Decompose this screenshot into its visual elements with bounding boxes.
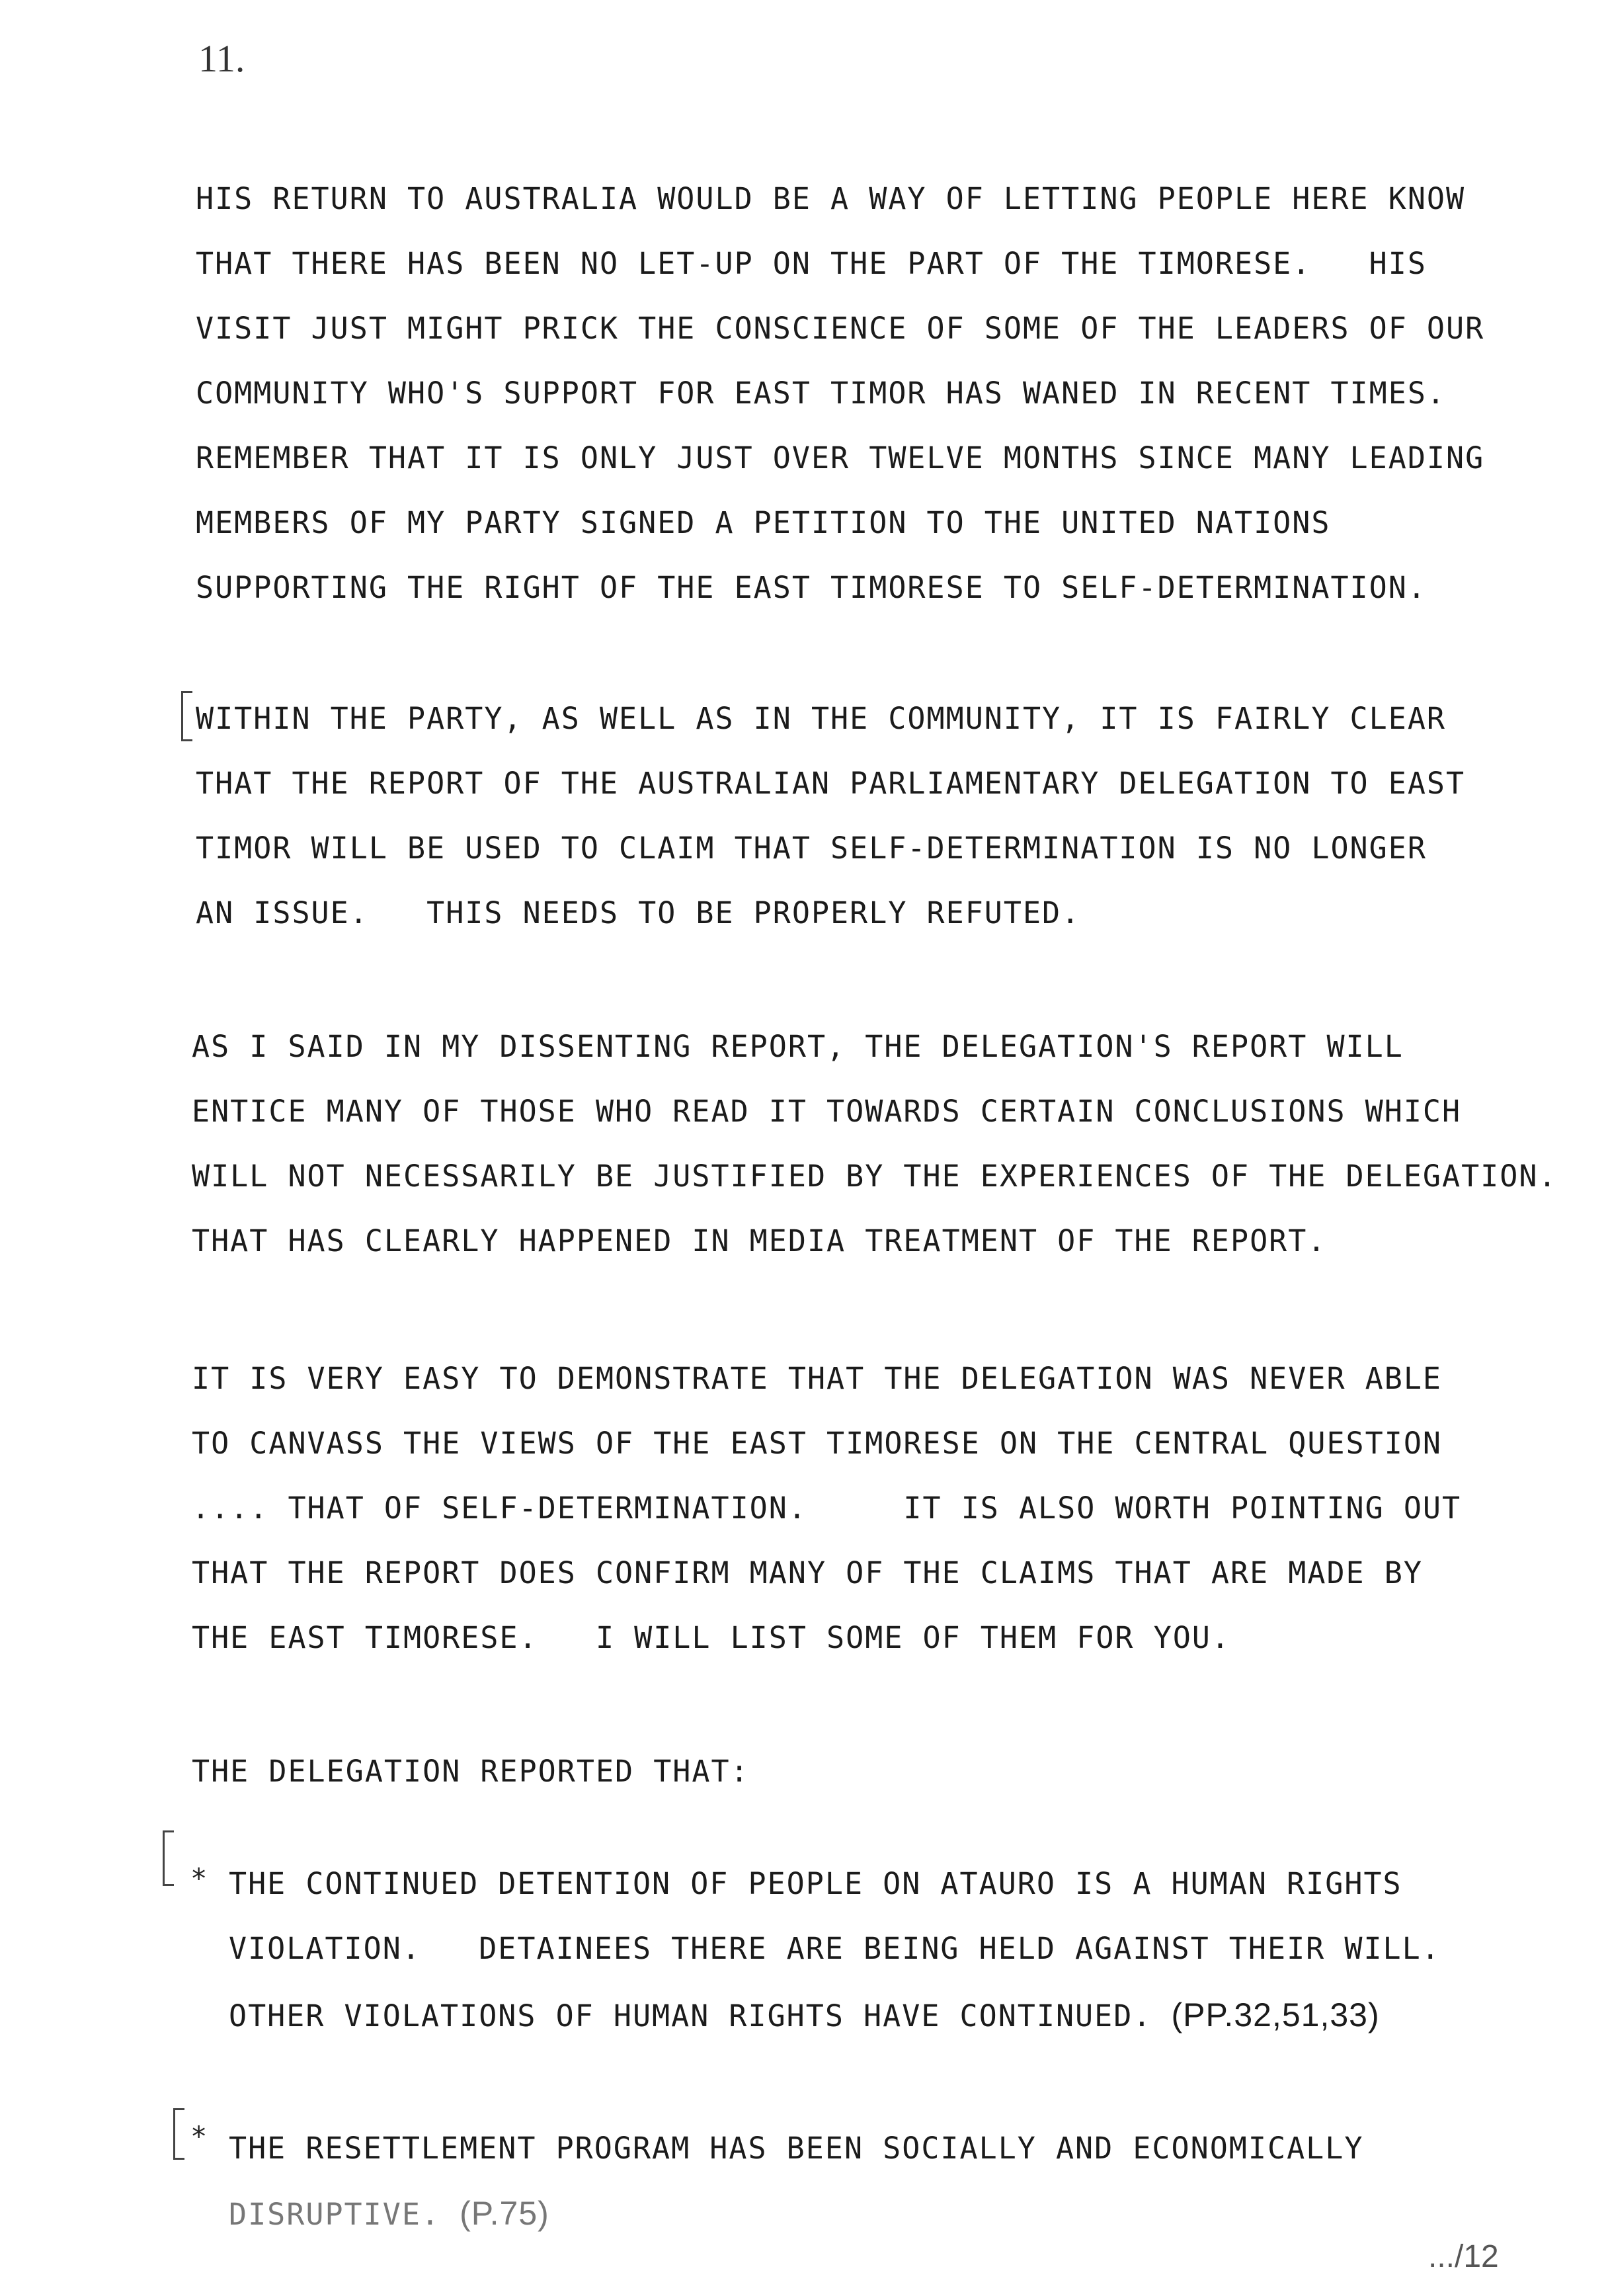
asterisk-icon: * bbox=[190, 1862, 208, 1895]
text-line: THAT THE REPORT OF THE AUSTRALIAN PARLIAMENTARY DELEGATION TO EAST bbox=[196, 766, 1466, 801]
section-heading: THE DELEGATION REPORTED THAT: bbox=[192, 1754, 750, 1789]
text-line: IT IS VERY EASY TO DEMONSTRATE THAT THE DELEGATION WAS NEVER ABLE bbox=[192, 1361, 1442, 1396]
text-line: ENTICE MANY OF THOSE WHO READ IT TOWARDS CERTAIN CONCLUSIONS WHICH bbox=[192, 1094, 1462, 1129]
bullet-text: DISRUPTIVE. bbox=[229, 2197, 460, 2232]
text-line: MEMBERS OF MY PARTY SIGNED A PETITION TO THE UNITED NATIONS bbox=[196, 505, 1331, 540]
bullet-text: OTHER VIOLATIONS OF HUMAN RIGHTS HAVE CONTINUED. bbox=[229, 1998, 1172, 2033]
page-reference: (P.75) bbox=[460, 2195, 549, 2232]
text-line: THAT HAS CLEARLY HAPPENED IN MEDIA TREATMENT OF THE REPORT. bbox=[192, 1223, 1327, 1258]
text-line: HIS RETURN TO AUSTRALIA WOULD BE A WAY OF LETTING PEOPLE HERE KNOW bbox=[196, 181, 1466, 216]
text-line: TO CANVASS THE VIEWS OF THE EAST TIMORESE ON THE CENTRAL QUESTION bbox=[192, 1426, 1442, 1461]
continuation-marker: .../12 bbox=[1428, 2239, 1499, 2274]
text-line: AN ISSUE. THIS NEEDS TO BE PROPERLY REFUTED. bbox=[196, 895, 1081, 930]
text-line: VISIT JUST MIGHT PRICK THE CONSCIENCE OF SOME OF THE LEADERS OF OUR bbox=[196, 311, 1485, 346]
text-line: COMMUNITY WHO'S SUPPORT FOR EAST TIMOR HAS WANED IN RECENT TIMES. bbox=[196, 376, 1446, 411]
text-line: WITHIN THE PARTY, AS WELL AS IN THE COMMUNITY, IT IS FAIRLY CLEAR bbox=[196, 701, 1446, 736]
text-line: REMEMBER THAT IT IS ONLY JUST OVER TWELVE MONTHS SINCE MANY LEADING bbox=[196, 440, 1485, 475]
text-line: THE EAST TIMORESE. I WILL LIST SOME OF THEM FOR YOU. bbox=[192, 1620, 1230, 1655]
margin-bracket bbox=[173, 2108, 184, 2160]
text-line: THE RESETTLEMENT PROGRAM HAS BEEN SOCIALLY AND ECONOMICALLY bbox=[229, 2131, 1364, 2166]
text-line: TIMOR WILL BE USED TO CLAIM THAT SELF-DETERMINATION IS NO LONGER bbox=[196, 831, 1427, 866]
text-line: THE CONTINUED DETENTION OF PEOPLE ON ATAURO IS A HUMAN RIGHTS bbox=[229, 1866, 1402, 1901]
text-line bbox=[229, 2197, 549, 2230]
text-line: WILL NOT NECESSARILY BE JUSTIFIED BY THE EXPERIENCES OF THE DELEGATION. bbox=[192, 1159, 1558, 1194]
page-number: 11. bbox=[198, 37, 245, 80]
margin-bracket bbox=[181, 691, 192, 741]
asterisk-icon: * bbox=[190, 2120, 208, 2152]
text-line: SUPPORTING THE RIGHT OF THE EAST TIMORESE TO SELF-DETERMINATION. bbox=[196, 570, 1427, 605]
text-line: THAT THE REPORT DOES CONFIRM MANY OF THE CLAIMS THAT ARE MADE BY bbox=[192, 1555, 1423, 1590]
margin-bracket bbox=[163, 1830, 174, 1886]
text-line: THAT THERE HAS BEEN NO LET-UP ON THE PART OF THE TIMORESE. HIS bbox=[196, 246, 1427, 281]
page-reference: (PP.32,51,33) bbox=[1171, 1996, 1380, 2033]
text-line bbox=[229, 1998, 1380, 2031]
text-line: .... THAT OF SELF-DETERMINATION. IT IS ALSO WORTH POINTING OUT bbox=[192, 1491, 1462, 1526]
text-line: AS I SAID IN MY DISSENTING REPORT, THE DELEGATION'S REPORT WILL bbox=[192, 1029, 1404, 1064]
text-line: VIOLATION. DETAINEES THERE ARE BEING HELD AGAINST THEIR WILL. bbox=[229, 1931, 1441, 1966]
